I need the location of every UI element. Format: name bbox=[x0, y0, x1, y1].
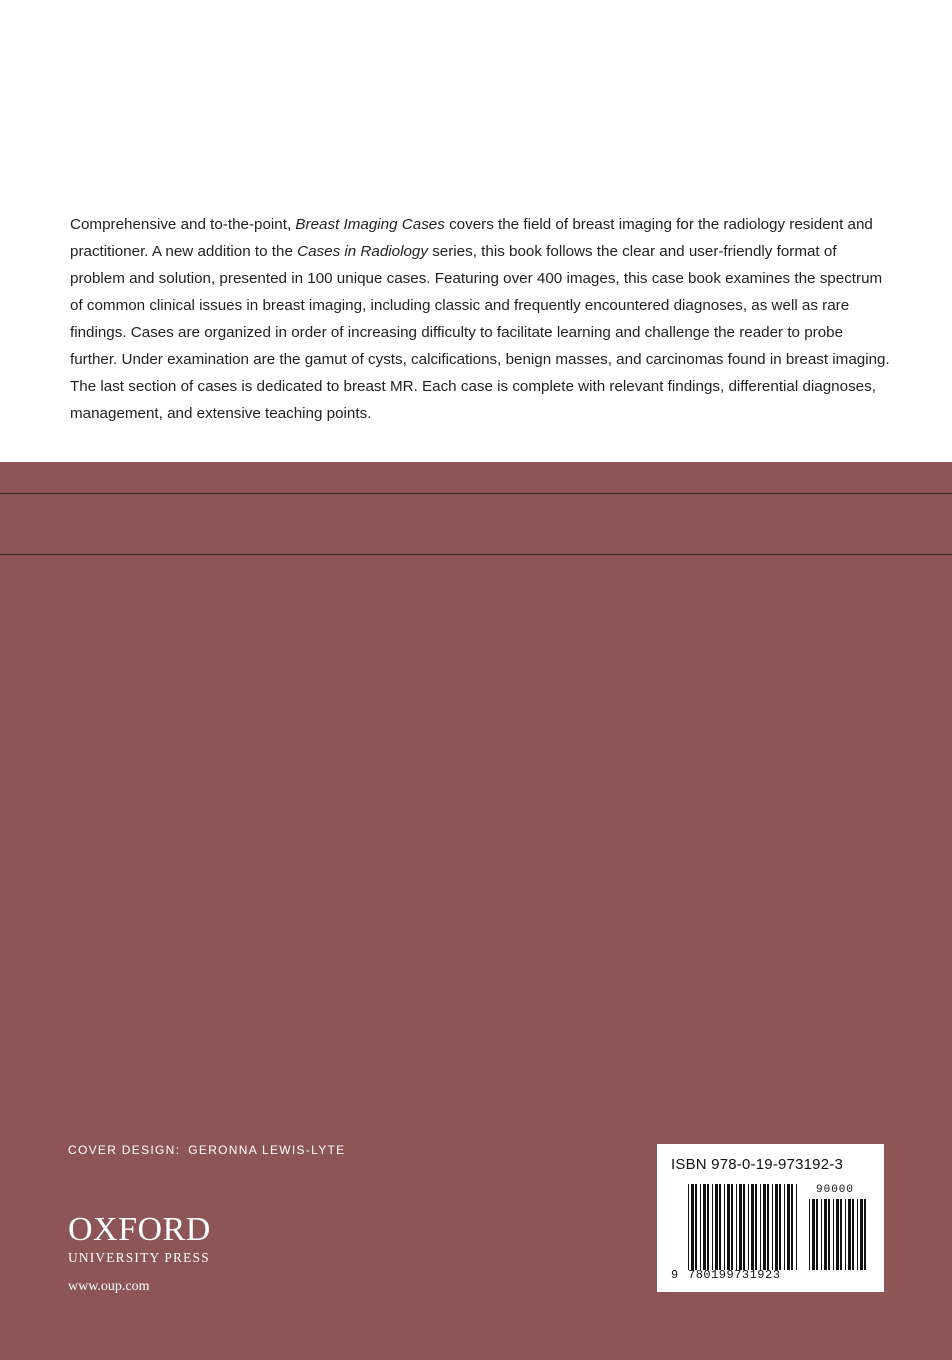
description-italic-title: Cases in Radiology bbox=[297, 243, 428, 260]
barcode-lead-digit: 9 bbox=[671, 1268, 679, 1282]
description-text: series, this book follows the clear and user-friendly format of problem and solution, presented in 100 unique cases. Featuring over 400 images, this case book examines the spectrum of common clinical issues in breast imaging, including classic and frequently encountered diagnoses, as well as rare findings. Cases are organized in order of increasing difficulty to facilitate learning and challenge the reader to probe further. Under examination are the gamut of cysts, calcifications, benign masses, and carcinomas found in breast imaging. The last section of cases is dedicated to breast MR. Each case is complete with relevant findings, differential diagnoses, management, and extensive teaching points. bbox=[70, 243, 890, 422]
publisher-name: OXFORD bbox=[68, 1211, 211, 1248]
back-cover-top bbox=[0, 0, 952, 462]
price-code: 90000 bbox=[816, 1184, 855, 1196]
publisher-logo bbox=[68, 1212, 211, 1266]
divider-line-upper bbox=[0, 493, 952, 494]
cover-design-credit bbox=[68, 1143, 345, 1157]
description-italic-title: Breast Imaging Cases bbox=[295, 216, 445, 233]
barcode-digits: 780199731923 bbox=[688, 1268, 781, 1282]
description-text: covers the field of breast imaging for the radiology resident and practitioner. A new addition to the bbox=[70, 216, 873, 260]
isbn-text: ISBN 978-0-19-973192-3 bbox=[671, 1156, 844, 1173]
book-description bbox=[70, 211, 890, 427]
credit-name: GERONNA LEWIS-LYTE bbox=[188, 1143, 346, 1157]
barcode-box bbox=[657, 1144, 884, 1292]
description-text: Comprehensive and to-the-point, bbox=[70, 216, 296, 233]
divider-line-lower bbox=[0, 554, 952, 555]
publisher-subtitle: UNIVERSITY PRESS bbox=[68, 1250, 210, 1265]
publisher-url: www.oup.com bbox=[68, 1279, 150, 1294]
credit-label: COVER DESIGN: bbox=[68, 1143, 181, 1157]
